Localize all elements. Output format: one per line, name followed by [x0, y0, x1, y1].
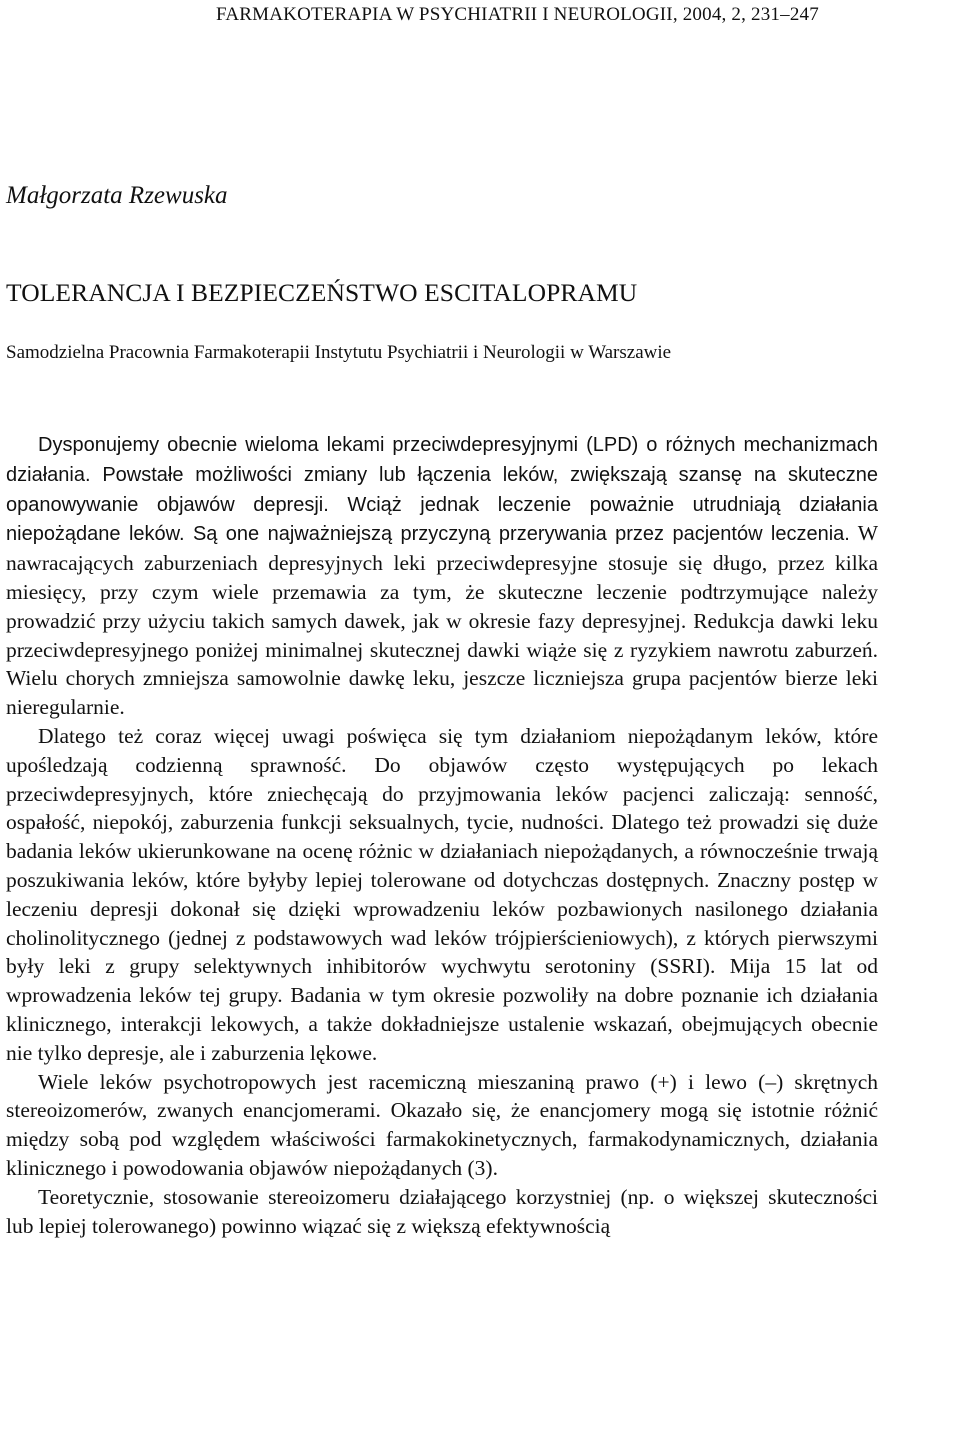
article-body	[6, 430, 878, 1240]
paragraph-continuation: W nawracających zaburzeniach depresyjnych leki przeciwdepresyjne stosuje się długo, przez kilka miesięcy, przy czym wiele przemawia za tym, że skuteczne leczenie podtrzymujące należy prowadzić przy użyciu takich samych dawek, jak w okresie fazy depresyjnej. Redukcja dawki leku przeciwdepresyjnego poniżej minimalnej skutecznej dawki wiąże się z ryzykiem nawrotu zaburzeń. Wielu chorych zmniejsza samowolnie dawkę leku, jeszcze liczniejsza grupa pacjentów bierze leki nieregularnie.	[6, 521, 878, 720]
article-title: TOLERANCJA I BEZPIECZEŃSTWO ESCITALOPRAMU	[6, 278, 638, 307]
running-head: FARMAKOTERAPIA W PSYCHIATRII I NEUROLOGII, 2004, 2, 231–247	[216, 4, 819, 25]
body-paragraph: Teoretycznie, stosowanie stereoizomeru działającego korzystniej (np. o większej skuteczności lub lepiej tolerowanego) powinno wiązać się z większą efektywnością	[6, 1184, 878, 1238]
author-affiliation: Samodzielna Pracownia Farmakoterapii Instytutu Psychiatrii i Neurologii w Warszawie	[6, 342, 672, 363]
body-paragraph: Dlatego też coraz więcej uwagi poświęca się tym działaniom niepożądanym leków, które upośledzają codzienną sprawność. Do objawów często występujących po lekach przeciwdepresyjnych, które zniechęcają do przyjmowania leków pacjenci zaliczają: senność, ospałość, niepokój, zaburzenia funkcji seksualnych, tycie, nudności. Dlatego też prowadzi się duże badania leków ukierunkowane na ocenę różnic w działaniach niepożądanych, a równocześnie trwają poszukiwania leków, które byłyby lepiej tolerowane od dotychczas dostępnych. Znaczny postęp w leczeniu depresji dokonał się dzięki wprowadzeniu leków pozbawionych nasilonego działania cholinolitycznego (jednej z podstawowych wad leków trójpierścieniowych), z których pierwszymi były leki z grupy selektywnych inhibitorów wychwytu serotoniny (SSRI). Mija 15 lat od wprowadzenia leków tej grupy. Badania w tym okresie pozwoliły na dobre poznanie ich działania klinicznego, interakcji lekowych, a także dokładniejsze ustalenie wskazań, obejmujących obecnie nie tylko depresje, ale i zaburzenia lękowe.	[6, 723, 878, 1065]
body-paragraph: Wiele leków psychotropowych jest racemiczną mieszaniną prawo (+) i lewo (–) skrętnych stereoizomerów, zwanych enancjomerami. Okazało się, że enancjomery mogą się istotnie różnić między sobą pod względem właściwości farmakokinetycznych, farmakodynamicznych, działania klinicznego i powodowania objawów niepożądanych (3).	[6, 1069, 878, 1180]
body-paragraph-intro	[6, 430, 878, 722]
abstract-text: Dysponujemy obecnie wieloma lekami przeciwdepresyjnymi (LPD) o różnych mechanizmach działania. Powstałe możliwości zmiany lub łączenia leków, zwiększają szansę na skuteczne opanowywanie objawów depresji. Wciąż jednak leczenie poważnie utrudniają działania niepożądane leków. Są one najważniejszą przyczyną przerywania przez pacjentów leczenia.	[6, 434, 878, 546]
author-name: Małgorzata Rzewuska	[6, 182, 228, 209]
